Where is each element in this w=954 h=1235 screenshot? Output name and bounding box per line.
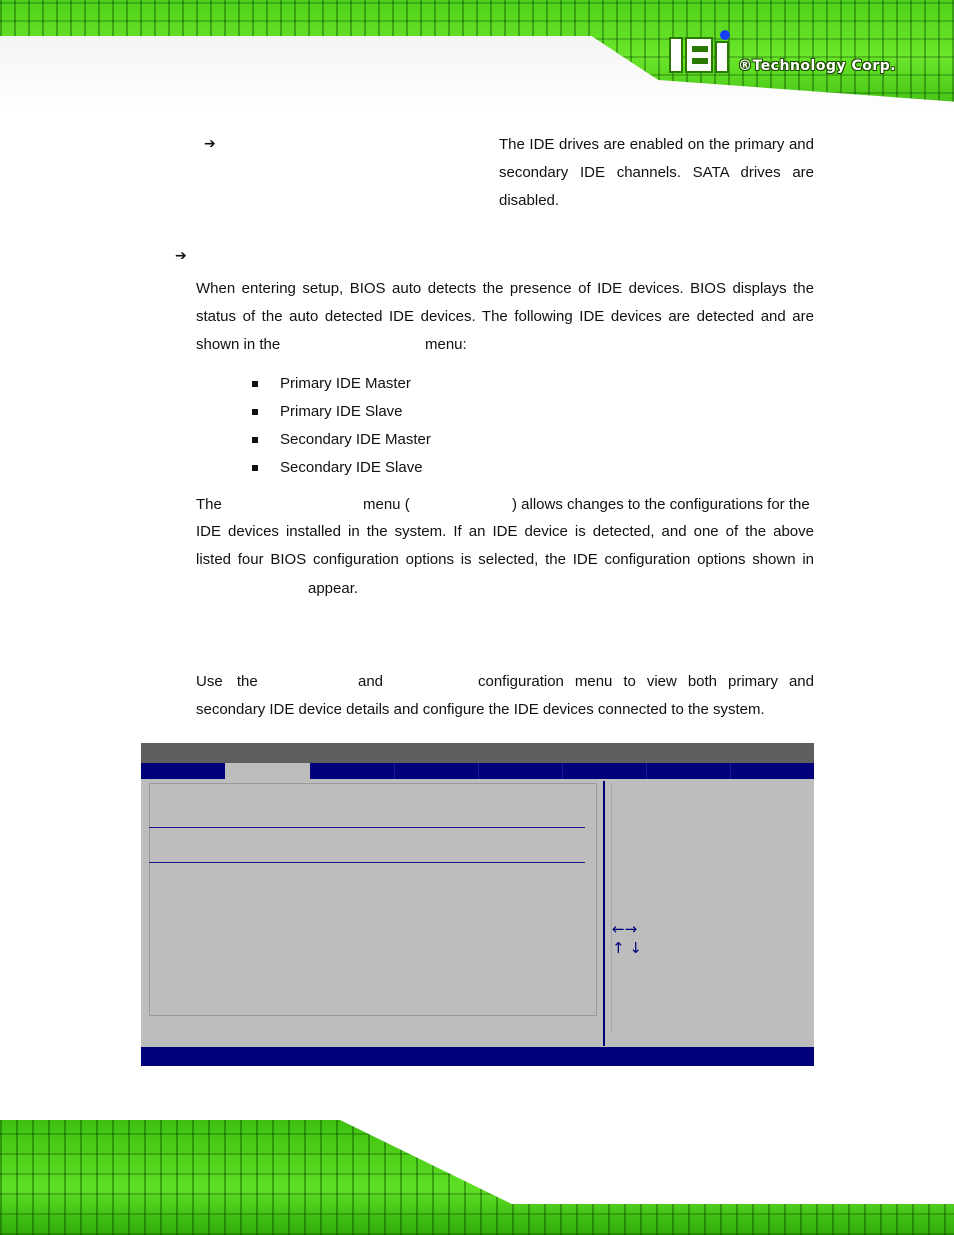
bios-tab-active[interactable] (225, 763, 310, 779)
para-line3: listed four BIOS configuration options is selected, the IDE configuration options shown in (196, 551, 814, 568)
list-item: Secondary IDE Slave (252, 454, 431, 482)
ide-intro-text: When entering setup, BIOS auto detects the presence of IDE devices. BIOS displays the status of the auto detected IDE devices. The following IDE devices are detected and are shown in the (196, 280, 814, 353)
iei-logo-icon (668, 30, 738, 74)
bios-panel-divider (603, 781, 605, 1046)
list-item: Secondary IDE Master (252, 426, 431, 454)
bullet-icon (252, 409, 258, 415)
section3-rest1: configuration menu to view both primary and (478, 673, 814, 690)
ide-device-list (252, 370, 431, 482)
bios-separator-line (149, 862, 585, 863)
bios-help-border (611, 783, 612, 1033)
option-description: The IDE drives are enabled on the primary and secondary IDE channels. SATA drives are disabled. (499, 136, 814, 209)
bios-main-panel (149, 783, 597, 1016)
bios-title-bar (141, 743, 814, 763)
bullet-icon (252, 437, 258, 443)
bios-tab-separator (394, 763, 395, 779)
and-word: and (358, 673, 384, 690)
section3-line2: secondary IDE device details and configure the IDE devices connected to the system. (196, 701, 765, 718)
bios-tab-separator (730, 763, 731, 779)
ide-intro-paragraph (196, 275, 814, 359)
bios-tab-separator (646, 763, 647, 779)
para-rest1: ) allows changes to the configurations for the (512, 496, 810, 513)
bios-key-legend (612, 920, 642, 958)
para-menu-open: menu ( (363, 496, 410, 513)
bios-status-bar (141, 1047, 814, 1066)
para-line2: IDE devices installed in the system. If an IDE device is detected, and one of the above (196, 523, 814, 540)
company-name: ®Technology Corp. (738, 58, 897, 74)
bullet-icon (252, 465, 258, 471)
para-appear: appear. (308, 580, 359, 597)
arrow-left-right-icon: ←→ (612, 920, 638, 938)
use-the: Use the (196, 673, 258, 690)
list-item: Primary IDE Master (252, 370, 431, 398)
list-item: Primary IDE Slave (252, 398, 431, 426)
header-banner (0, 0, 954, 112)
para-the: The (196, 496, 222, 513)
bios-tab-separator (562, 763, 563, 779)
bios-separator-line (149, 827, 585, 828)
footer-banner (0, 1120, 954, 1235)
arrow-icon: ➔ (204, 136, 216, 152)
ide-intro-end: menu: (425, 336, 467, 353)
arrow-up-down-icon: ↑ ↓ (612, 939, 642, 957)
footer-white-area (340, 1120, 954, 1204)
bullet-icon (252, 381, 258, 387)
arrow-icon: ➔ (175, 248, 187, 264)
bios-tab-separator (478, 763, 479, 779)
bios-screen (141, 743, 814, 1066)
header-white-area (0, 36, 954, 112)
